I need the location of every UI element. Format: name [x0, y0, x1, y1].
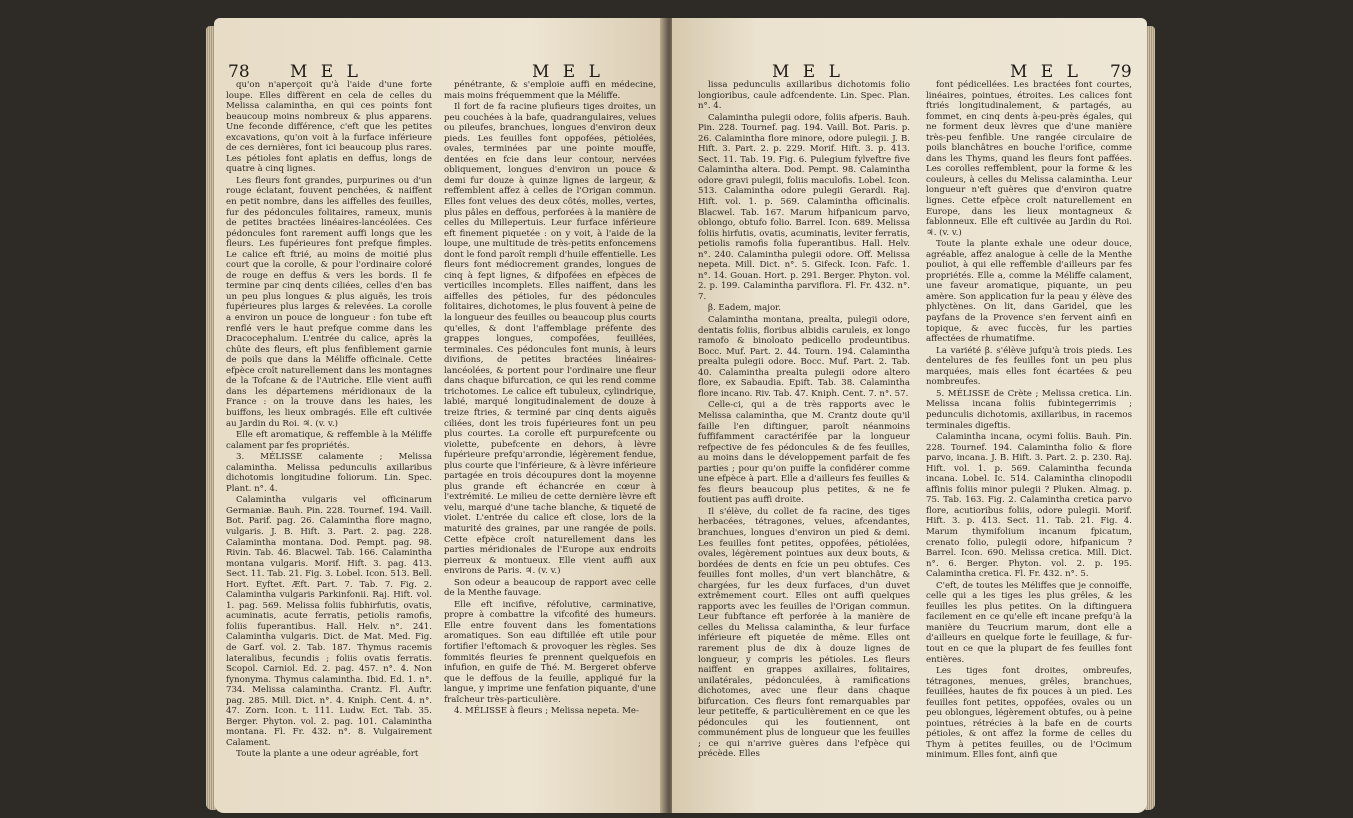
paragraph: Celle-ci, qui a de très rapports avec le Melissa calamintha, que M. Crantz doute qu'il faille l'en diftinguer, paroît néanmoins fuffifamment caractérifée par la longueur refpective de fes pédoncules & de fes feuilles, au moins dans le développement parfait de fes parties ; pour qu'on puiffe la confidérer comme une efpèce à part. Elle a d'ailleurs fes feuilles & fes fleurs beaucoup plus petites, & ne fe foutient pas auffi droite.: [698, 400, 910, 506]
paragraph: Toute la plante a une odeur agréable, fort: [236, 749, 419, 760]
paragraph: β. Eadem, major.: [708, 303, 782, 314]
paragraph: Il s'élève, du collet de fa racine, des tiges herbacées, tétragones, velues, afcendantes, branchues, longues d'environ un pied & demi. Les feuilles font petites, oppofées, pétiolées, ovales, légèrement pointues aux deux bouts, & bordées de dents en fcie un peu obtufes. Ces feuilles font molles, d'un vert blanchâtre, & chargées, fur les deux furfaces, d'un duvet extrêmement court. Elles ont auffi quelques rapports avec les feuilles de l'Origan commun. Leur fubftance eft perforée à la manière de celles du Melissa calamintha, & leur furface inférieure eft piquetée de même. Elles ont rarement plus de dix à douze lignes de longueur, y compris les pétioles. Les fleurs naiffent en grappes axillaires, folitaires, unilatérales, pédonculées, à ramifications dichotomes, avec une fleur dans chaque bifurcation. Ces fleurs font remarquables par leur petiteffe, & particulièrement en ce que les pédoncules qui les foutiennent, ont communément plus de longueur que les feuilles ; ce qui n'arrive guères dans l'efpèce qui précède. Elles: [698, 506, 910, 760]
paragraph: Elle eft incifive, réfolutive, carminative, propre à combattre la vifcofité des humeurs. Elle entre fouvent dans les fomentations aromatiques. Son eau diftillée eft utile pour fortifier l'eftomach & provoquer les règles. Ses fommités fleuries fe prennent quelquefois en infufion, en guife de Thé. M. Bergeret obferve que le deffous de la feuille, appliqué fur la langue, y imprime une fenfation piquante, d'une fraîcheur très-particulière.: [444, 599, 656, 705]
paragraph: Les fleurs font grandes, purpurines ou d'un rouge éclatant, fouvent penchées, & naiffent en petit nombre, dans les aiffelles des feuilles, fur des pédoncules folitaires, rameux, munis de petites bractées linéaires-lancéolées. Ces pédoncules font rarement auffi longs que les fleurs. Les fupérieures font prefque fimples. Le calice eft ftrié, au moins de moitié plus court que la corolle, & pour l'ordinaire coloré de rouge en deffus & vers les bords. Il fe termine par cinq dents ciliées, celles d'en bas un peu plus longues & plus aiguës, les trois fupérieures plus larges & relevées. La corolle a environ un pouce de longueur : fon tube eft renflé vers le haut prefque comme dans les Dracocephalum. L'entrée du calice, après la chûte des fleurs, eft plus fenfiblement garnie de poils que dans la Méliffe officinale. Cette efpèce croît naturellement dans les montagnes de la Tofcane & de l'Autriche. Elle vient auffi dans les départemens méridionaux de la France : on la trouve dans les haies, les buiffons, les lieux ombragés. Elle eft cultivée au Jardin du Roi. ♃. (v. v.): [226, 175, 432, 429]
paragraph: font pédicellées. Les bractées font courtes, linéaires, pointues, étroites. Les calices font ftriés longitudinalement, & partagés, au fommet, en cinq dents à-peu-près égales, qui ne forment deux lèvres que d'une manière très-peu fenfible. Une rangée circulaire de poils blanchâtres en bouche l'orifice, comme dans les Thyms, quand les fleurs font paffées. Les corolles reffemblent, pour la forme & les couleurs, à celles du Melissa calamintha. Leur longueur n'eft guères que d'environ quatre lignes. Cette efpèce croît naturellement en Europe, dans les lieux montagneux & fablonneux. Elle eft cultivée au Jardin du Roi. ♃. (v. v.): [926, 80, 1132, 238]
paragraph: La variété β. s'élève jufqu'à trois pieds. Les dentelures de fes feuilles font un peu plus marquées, mais elles font écartées & peu nombreufes.: [926, 345, 1132, 388]
right-page-column-1: [698, 80, 910, 800]
left-page: [214, 18, 666, 813]
paragraph: Toute la plante exhale une odeur douce, agréable, affez analogue à celle de la Menthe pouliot, à qui elle reffemble d'ailleurs par fes propriétés. Elle a, comme la Méliffe calament, une faveur aromatique, piquante, un peu amère. Son application fur la peau y élève des phlyctènes. On lit, dans Garidel, que les payfans de la Provence s'en fervent ainfi en topique, & avec fuccès, fur les parties affectées de rhumatifme.: [926, 239, 1132, 345]
running-head-right-1: M E L: [772, 62, 844, 82]
left-page-column-2: [444, 80, 656, 800]
paragraph: qu'on n'aperçoit qu'à l'aide d'une forte loupe. Elles diffèrent en cela de celles du Melissa calamintha, en qui ces points font beaucoup moins nombreux & plus apparens. Une feconde différence, c'eft que les petites excavations, qu'on voit à la furface inférieure de ces dernières, font ici beaucoup plus rares. Les pétioles font aplatis en deffus, longs de quatre à cinq lignes.: [226, 80, 432, 175]
right-page-column-2: [926, 80, 1132, 800]
paragraph: Calamintha montana, prealta, pulegii odore, dentatis foliis, floribus albidis caruleis, ex longo ramofo & binoloato pedicello prodeuntibus. Bocc. Muf. Part. 2. 44. Tourn. 194. Calamintha prealta pulegii odore. Bocc. Muf. Part. 2. Tab. 40. Calamintha prealta pulegii odore altero flore, ex Sabaudia. Epift. Tab. 38. Calamintha flore incano. Riv. Tab. 47. Kniph. Cent. 7. n°. 57.: [698, 315, 910, 399]
page-number-right: 79: [1110, 62, 1132, 82]
paragraph: Calamintha pulegii odore, foliis afperis. Bauh. Pin. 228. Tournef. pag. 194. Vaill. Bot. Paris. p. 26. Calamintha flore minore, odore pulegii. J. B. Hift. 3. Part. 2. p. 229. Morif. Hift. 3. p. 413. Sect. 11. Tab. 19. Fig. 6. Pulegium fylveftre five Calamintha altera. Dod. Pempt. 98. Calamintha odore gravi pulegii, foliis maculofis. Lobel. Icon. 513. Calamintha odore pulegii Gerardi. Raj. Hift. vol. 1. p. 569. Calamintha officinalis. Blacwel. Tab. 167. Marum hifpanicum parvo, oblongo, obtufo folio. Barrel. Icon. 689. Melissa foliis hirfutis, ovatis, acuminatis, leviter ferratis, petiolis ramofis folia fuperantibus. Hall. Helv. n°. 240. Calamintha pulegii odore. Off. Melissa nepeta. Mill. Dict. n°. 5. Gifeck. Icon. Fafc. 1. n°. 14. Gouan. Hort. p. 291. Berger. Phyton. vol. 2. p. 199. Calamintha parviflora. Fl. Fr. 432. n°. 7.: [698, 112, 910, 302]
page-number-left: 78: [228, 62, 250, 82]
paragraph: Il fort de fa racine plufieurs tiges droites, un peu couchées à la bafe, quadrangulaires, velues ou pileufes, branchues, longues d'environ deux pieds. Les feuilles font oppofées, pétiolées, ovales, terminées par une pointe mouffe, dentées en fcie dans leur contour, nervées obliquement, longues d'environ un pouce & demi fur douze à quinze lignes de largeur, & reffemblent affez à celles de l'Origan commun. Elles font velues des deux côtés, molles, vertes, plus pâles en deffous, perforées à la manière de celles du Millepertuis. Leur furface inférieure eft finement piquetée : on y voit, à l'aide de la loupe, une multitude de très-petits enfoncemens dont le fond paroît rempli d'huile effentielle. Les fleurs font médiocrement grandes, longues de cinq à fept lignes, & difpofées en efpèces de verticilles incomplets. Elles naiffent, dans les aiffelles des pétioles, fur des pédoncules folitaires, dichotomes, le plus fouvent à peine de la longueur des feuilles ou beaucoup plus courts qu'elles, & dont l'affemblage préfente des grappes longues, compofées, feuillées, terminales. Ces pédoncules font munis, à leurs divifions, de petites bractées linéaires-lancéolées, & portent pour l'ordinaire une fleur dans chaque bifurcation, ce qui les rend comme trichotomes. Le calice eft tubuleux, cylindrique, labié, marqué longitudinalement de douze à treize ftries, & terminé par cinq dents aiguës ciliées, dont les trois fupérieures font un peu plus courtes. La corolle eft purpurefcente ou violette, pubefcente en dehors, à lèvre fupérieure prefqu'arrondie, légèrement fendue, plus courte que l'inférieure, & à lèvre inférieure partagée en trois découpures dont la moyenne plus grande eft échancrée en cœur à l'extrémité. Le milieu de cette dernière lèvre eft velu, marqué d'une tache blanche, & tiqueté de violet. L'entrée du calice eft close, lors de la maturité des graines, par une rangée de poils. Cette efpèce croît naturellement dans les parties méridionales de l'Europe aux endroits pierreux & montueux. Elle vient auffi aux environs de Paris. ♃. (v. v.): [444, 102, 656, 577]
paragraph: Son odeur a beaucoup de rapport avec celle de la Menthe fauvage.: [444, 577, 656, 599]
paragraph: C'eft, de toutes les Méliffes que je connoiffe, celle qui a les tiges les plus grêles, & les feuilles les plus petites. On la diftinguera facilement en ce qu'elle eft incane prefqu'à la manière du Teucrium marum, dont elle a d'ailleurs en quelque forte le feuillage, & fur-tout en ce que la plupart de fes feuilles font entières.: [926, 580, 1132, 665]
paragraph: Calamintha vulgaris vel officinarum Germaniæ. Bauh. Pin. 228. Tournef. 194. Vaill. Bot. Parif. pag. 26. Calamintha flore magno, vulgaris. J. B. Hift. 3. Part. 2. pag. 228. Calamintha montana. Dod. Pempt. pag. 98. Rivin. Tab. 46. Blacwel. Tab. 166. Calamintha montana vulgaris. Morif. Hift. 3. pag. 413. Sect. 11. Tab. 21. Fig. 3. Lobel. Icon. 513. Bell. Hort. Eyftet. Æft. Part. 7. Tab. 7. Fig. 2. Calamintha vulgaris Parkinfonii. Raj. Hift. vol. 1. pag. 569. Melissa foliis fubhirfutis, ovatis, acuminatis, acute ferratis, petiolis ramofis, foliis fuperantibus. Hall. Helv. n°. 241. Calamintha vulgaris. Dict. de Mat. Med. Fig. de Garf. vol. 2. Tab. 187. Thymus racemis lateralibus, fecundis ; foliis ovatis ferratis. Scopol. Carniol. Ed. 2. pag. 457. n°. 4. Non fynonyma. Thymus calamintha. Ibid. Ed. 1. n°. 734. Melissa calamintha. Crantz. Fl. Auftr. pag. 285. Mill. Dict. n°. 4. Kniph. Cent. 4. n°. 47. Zorn. Icon. t. 111. Ludw. Ect. Tab. 35. Berger. Phyton. vol. 2. pag. 101. Calamintha montana. Fl. Fr. 432. n°. 8. Vulgairement Calament.: [226, 495, 432, 748]
paragraph: 3. MÉLISSE calamente ; Melissa calamintha. Melissa pedunculis axillaribus dichotomis longitudine foliorum. Lin. Spec. Plant. n°. 4.: [226, 452, 432, 494]
paragraph: 4. MÉLISSE à fleurs ; Melissa nepeta. Me-: [454, 706, 639, 717]
paragraph: Les tiges font droites, ombreufes, tétragones, menues, grêles, branchues, feuillées, hautes de fix pouces à un pied. Les feuilles font petites, oppofées, ovales ou un peu oblongues, légèrement obtufes, ou à peine pointues, rétrécies à la bafe en de courts pétioles, & ont affez la forme de celles du Thym à petites feuilles, ou de l'Ocimum minimum. Elles font, ainfi que: [926, 666, 1132, 761]
running-head-left-2: M E L: [532, 62, 604, 82]
right-page: [672, 18, 1147, 813]
paragraph: 5. MÉLISSE de Crète ; Melissa cretica. Lin. Melissa incana foliis fubintegerrimis ; pedunculis dichotomis, axillaribus, in racemos terminales digeftis.: [926, 388, 1132, 431]
running-head-left-1: M E L: [290, 62, 362, 82]
left-page-column-1: [226, 80, 432, 800]
running-head-right-2: M E L: [1010, 62, 1082, 82]
paragraph: pénétrante, & s'emploie auffi en médecine, mais moins fréquemment que la Méliffe.: [444, 80, 656, 101]
paragraph: lissa pedunculis axillaribus dichotomis folio longioribus, caule adfcendente. Lin. Spec. Plan. n°. 4.: [698, 80, 910, 112]
paragraph: Calamintha incana, ocymi foliis. Bauh. Pin. 228. Tournef. 194. Calamintha folio & flore parvo, incana. J. B. Hift. 3. Part. 2. p. 230. Raj. Hift. vol. 1. p. 569. Calamintha fecunda incana. Lobel. Ic. 514. Calamintha clinopodii affinis foliis minor pulegii ? Pluken. Almag. p. 75. Tab. 163. Fig. 2. Calamintha cretica parvo flore, acutioribus foliis, odore pulegii. Morif. Hift. 3. p. 413. Sect. 11. Tab. 21. Fig. 4. Marum thymifolium incanum fpicatum, crenato folio, pulegii odore, hifpanicum ? Barrel. Icon. 690. Melissa cretica. Mill. Dict. n°. 6. Berger. Phyton. vol. 2. p. 195. Calamintha cretica. Fl. Fr. 432. n°. 5.: [926, 432, 1132, 580]
paragraph: Elle eft aromatique, & reffemble à la Méliffe calament par fes propriétés.: [226, 430, 432, 451]
